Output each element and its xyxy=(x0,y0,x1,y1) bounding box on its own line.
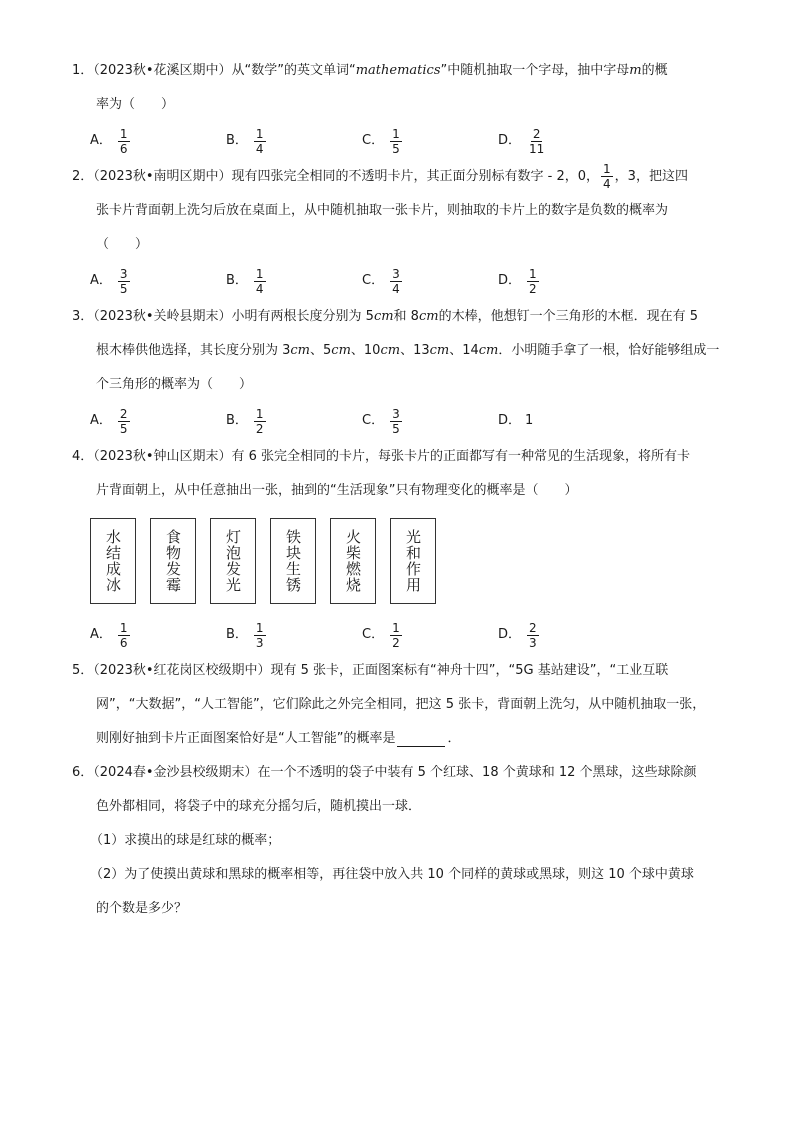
card-water-freeze: 水结成冰 xyxy=(90,518,136,604)
q5-line3: 则刚好抽到卡片正面图案恰好是“人工智能”的概率是 xyxy=(96,731,396,746)
q2-text-b: ，3，把这四 xyxy=(614,169,688,184)
question-6 xyxy=(72,756,732,926)
q5-line1: 5．（2023秋•红花岗区校级期中）现有 5 张卡，正面图案标有“神舟十四”，“5G 基站建设”，“工业互联 xyxy=(72,663,669,678)
q2-option-b[interactable]: B． $\frac{1}{4}$ xyxy=(226,266,264,296)
unit-cm: cm xyxy=(478,343,499,358)
question-5 xyxy=(72,654,732,756)
q6-sub1: （1）求摸出的球是红球的概率； xyxy=(90,833,281,848)
q2-option-c[interactable]: C． $\frac{3}{4}$ xyxy=(362,266,400,296)
unit-cm: cm xyxy=(373,309,394,324)
q4-option-c[interactable]: C． $\frac{1}{2}$ xyxy=(362,620,400,650)
q3-text-b: 和 8 xyxy=(393,309,419,324)
q1-options xyxy=(90,122,732,160)
q4-options xyxy=(90,616,732,654)
unit-cm: cm xyxy=(290,343,311,358)
q4-option-a[interactable]: A． $\frac{1}{6}$ xyxy=(90,620,128,650)
answer-blank[interactable] xyxy=(397,730,445,747)
q4-option-b[interactable]: B． $\frac{1}{3}$ xyxy=(226,620,264,650)
q3-text-d: 根木棒供他选择，其长度分别为 3 xyxy=(96,343,291,358)
q6-sub2b: 的个数是多少？ xyxy=(96,901,188,916)
q5-line3-end: ． xyxy=(447,731,461,746)
q2-text: 2．（2023秋•南明区期中）现有四张完全相同的不透明卡片，其正面分别标有数字 - 2，0， xyxy=(72,169,600,184)
card-bulb-glow: 灯泡发光 xyxy=(210,518,256,604)
q1-option-d[interactable]: D． $\frac{2}{11}$ xyxy=(498,126,545,156)
q3-text-e: 、5 xyxy=(310,343,332,358)
q3-line3: 个三角形的概率为（ ） xyxy=(96,377,253,392)
worksheet xyxy=(72,54,732,926)
q3-options xyxy=(90,402,732,440)
q4-line2: 片背面朝上，从中任意抽出一张，抽到的“生活现象”只有物理变化的概率是（ ） xyxy=(96,483,578,498)
q1-text-c: 的概 xyxy=(641,63,668,78)
q1-option-b[interactable]: B． $\frac{1}{4}$ xyxy=(226,126,264,156)
unit-cm: cm xyxy=(331,343,351,358)
q4-cards xyxy=(90,518,732,610)
q2-option-d[interactable]: D． $\frac{1}{2}$ xyxy=(498,266,537,296)
q1-word: mathematics xyxy=(355,63,441,78)
q3-text-h: 、14 xyxy=(449,343,479,358)
q2-line3: （ ） xyxy=(96,237,149,252)
card-food-mold: 食物发霉 xyxy=(150,518,196,604)
q3-option-a[interactable]: A． $\frac{2}{5}$ xyxy=(90,406,128,436)
card-match-burn: 火柴燃烧 xyxy=(330,518,376,604)
q1-option-a[interactable]: A． $\frac{1}{6}$ xyxy=(90,126,128,156)
q2-options xyxy=(90,262,732,300)
q3-text: 3．（2023秋•关岭县期末）小明有两根长度分别为 5 xyxy=(72,309,374,324)
question-4 xyxy=(72,440,732,654)
q1-text: 1．（2023秋•花溪区期中）从“数学”的英文单词“ xyxy=(72,63,356,78)
question-3 xyxy=(72,300,732,440)
q6-line1: 6．（2024春•金沙县校级期末）在一个不透明的袋子中装有 5 个红球、18 个黄球和 12 个黑球，这些球除颜 xyxy=(72,765,697,780)
q3-option-d[interactable]: D． 1 xyxy=(498,413,534,428)
q4-line1: 4．（2023秋•钟山区期末）有 6 张完全相同的卡片，每张卡片的正面都写有一种常见的生活现象，将所有卡 xyxy=(72,449,691,464)
q1-option-c[interactable]: C． $\frac{1}{5}$ xyxy=(362,126,400,156)
question-1 xyxy=(72,54,732,160)
q2-fraction: $\frac{1}{4}$ xyxy=(603,162,611,191)
q2-option-a[interactable]: A． $\frac{3}{5}$ xyxy=(90,266,128,296)
q1-letter: m xyxy=(629,63,642,78)
q3-text-c: 的木棒，他想钉一个三角形的木框．现在有 5 xyxy=(438,309,698,324)
q3-text-i: ．小明随手拿了一根，恰好能够组成一 xyxy=(498,343,720,358)
q3-text-g: 、13 xyxy=(400,343,430,358)
q6-sub2: （2）为了使摸出黄球和黑球的概率相等，再往袋中放入共 10 个同样的黄球或黑球，则这 10 个球中黄球 xyxy=(90,867,694,882)
q6-line2: 色外都相同，将袋子中的球充分摇匀后，随机摸出一球． xyxy=(96,799,422,814)
card-iron-rust: 铁块生锈 xyxy=(270,518,316,604)
q3-option-c[interactable]: C． $\frac{3}{5}$ xyxy=(362,406,400,436)
card-photosynthesis: 光和作用 xyxy=(390,518,436,604)
q1-text-b: ”中随机抽取一个字母，抽中字母 xyxy=(440,63,630,78)
question-2 xyxy=(72,160,732,300)
q4-option-d[interactable]: D． $\frac{2}{3}$ xyxy=(498,620,537,650)
q3-option-b[interactable]: B． $\frac{1}{2}$ xyxy=(226,406,264,436)
unit-cm: cm xyxy=(380,343,401,358)
unit-cm: cm xyxy=(429,343,450,358)
q3-text-f: 、10 xyxy=(350,343,381,358)
q5-line2: 网”，“大数据”，“人工智能”，它们除此之外完全相同，把这 5 张卡，背面朝上洗匀，从中随机抽取一张， xyxy=(96,697,706,712)
q1-line2: 率为（ ） xyxy=(96,97,175,112)
q2-line2: 张卡片背面朝上洗匀后放在桌面上，从中随机抽取一张卡片，则抽取的卡片上的数字是负数的概率为 xyxy=(96,203,669,218)
unit-cm: cm xyxy=(418,309,439,324)
